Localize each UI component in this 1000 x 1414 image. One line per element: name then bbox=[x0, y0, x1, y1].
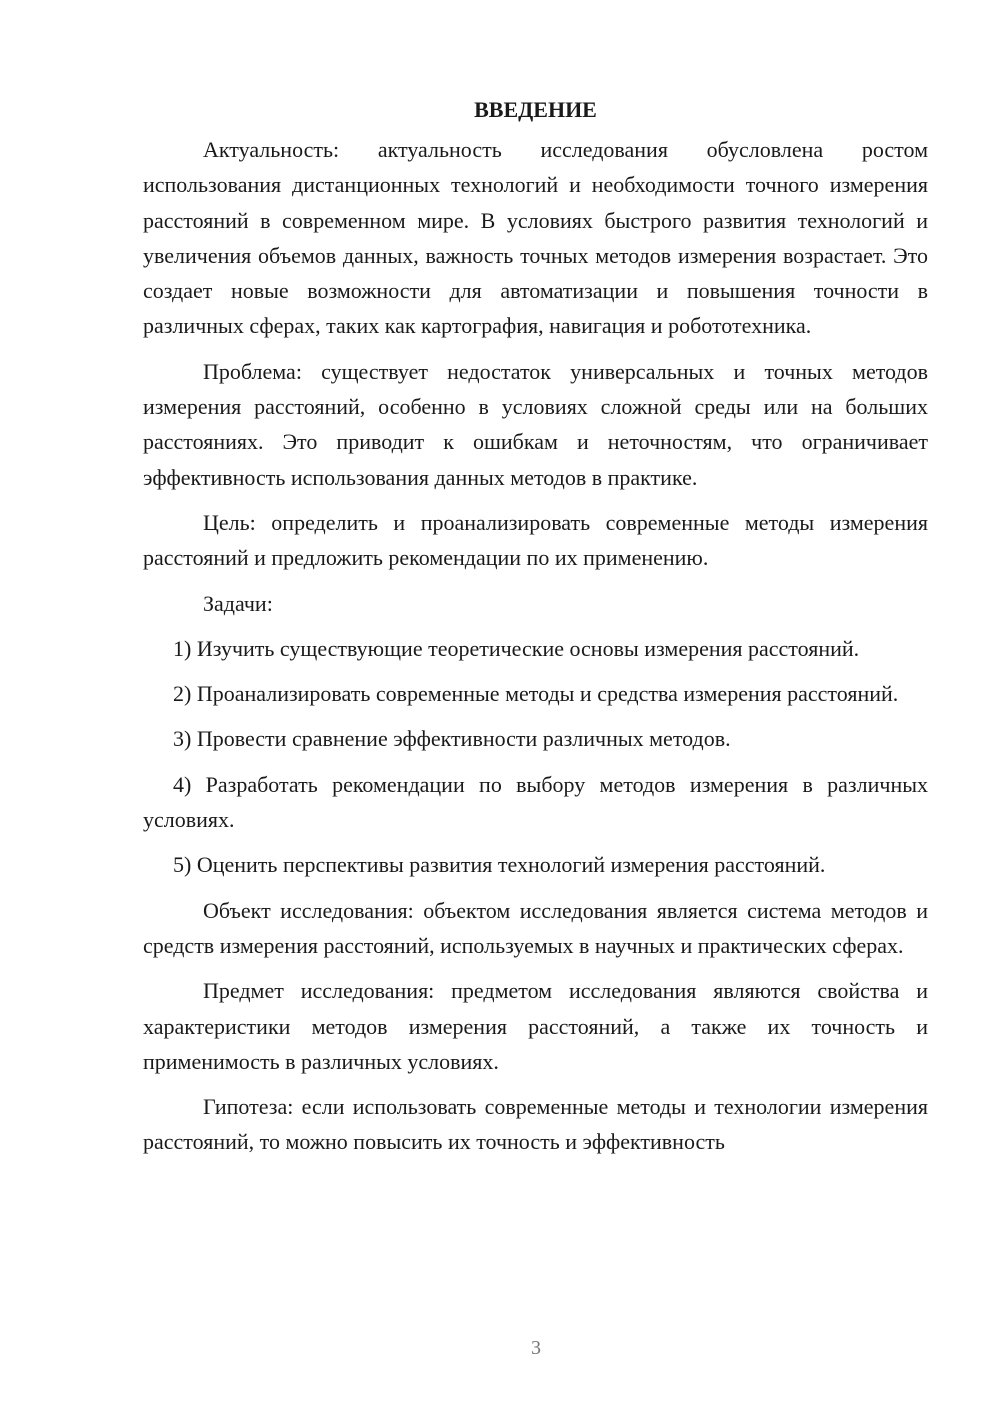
paragraph-object: Объект исследования: объектом исследования является система методов и средств измерения расстояний, используемых в научных и практических сферах. bbox=[143, 897, 928, 958]
task-item-2: 2) Проанализировать современные методы и средства измерения расстояний. bbox=[173, 681, 899, 707]
paragraph-goal: Цель: определить и проанализировать современные методы измерения расстояний и предложить рекомендации по их применению. bbox=[143, 509, 928, 571]
paragraph-hypothesis: Гипотеза: если использовать современные методы и технологии измерения расстояний, то можно повысить их точность и эффективность bbox=[143, 1094, 928, 1155]
paragraph-subject: Предмет исследования: предметом исследования являются свойства и характеристики методов измерения расстояний, а также их точность и применимость в различных условиях. bbox=[143, 978, 928, 1074]
paragraph-relevance: Актуальность: актуальность исследования обусловлена ростом использования дистанционных технологий и необходимости точного измерения расстояний в современном мире. В условиях быстрого развития технологий и увеличения объемов данных, важность точных методов измерения возрастает. Это создает новые возможности для автоматизации и повышения точности в различных сферах, таких как картография, навигация и робототехника. bbox=[143, 137, 928, 339]
page-title: ВВЕДЕНИЕ bbox=[474, 97, 597, 122]
page-content bbox=[143, 92, 928, 1170]
task-item-1: 1) Изучить существующие теоретические основы измерения расстояний. bbox=[173, 635, 860, 661]
paragraph-problem: Проблема: существует недостаток универсальных и точных методов измерения расстояний, особенно в условиях сложной среды или на больших расстояниях. Это приводит к ошибкам и неточностям, что ограничивает эффективность использования данных методов в практике. bbox=[143, 358, 928, 490]
task-item-5: 5) Оценить перспективы развития технологий измерения расстояний. bbox=[173, 852, 826, 878]
paragraph-tasks-heading: Задачи: bbox=[203, 590, 273, 616]
task-item-3: 3) Провести сравнение эффективности различных методов. bbox=[173, 726, 731, 752]
page-number: 3 bbox=[531, 1337, 541, 1359]
task-item-4: 4) Разработать рекомендации по выбору методов измерения в различных условиях. bbox=[143, 771, 928, 833]
